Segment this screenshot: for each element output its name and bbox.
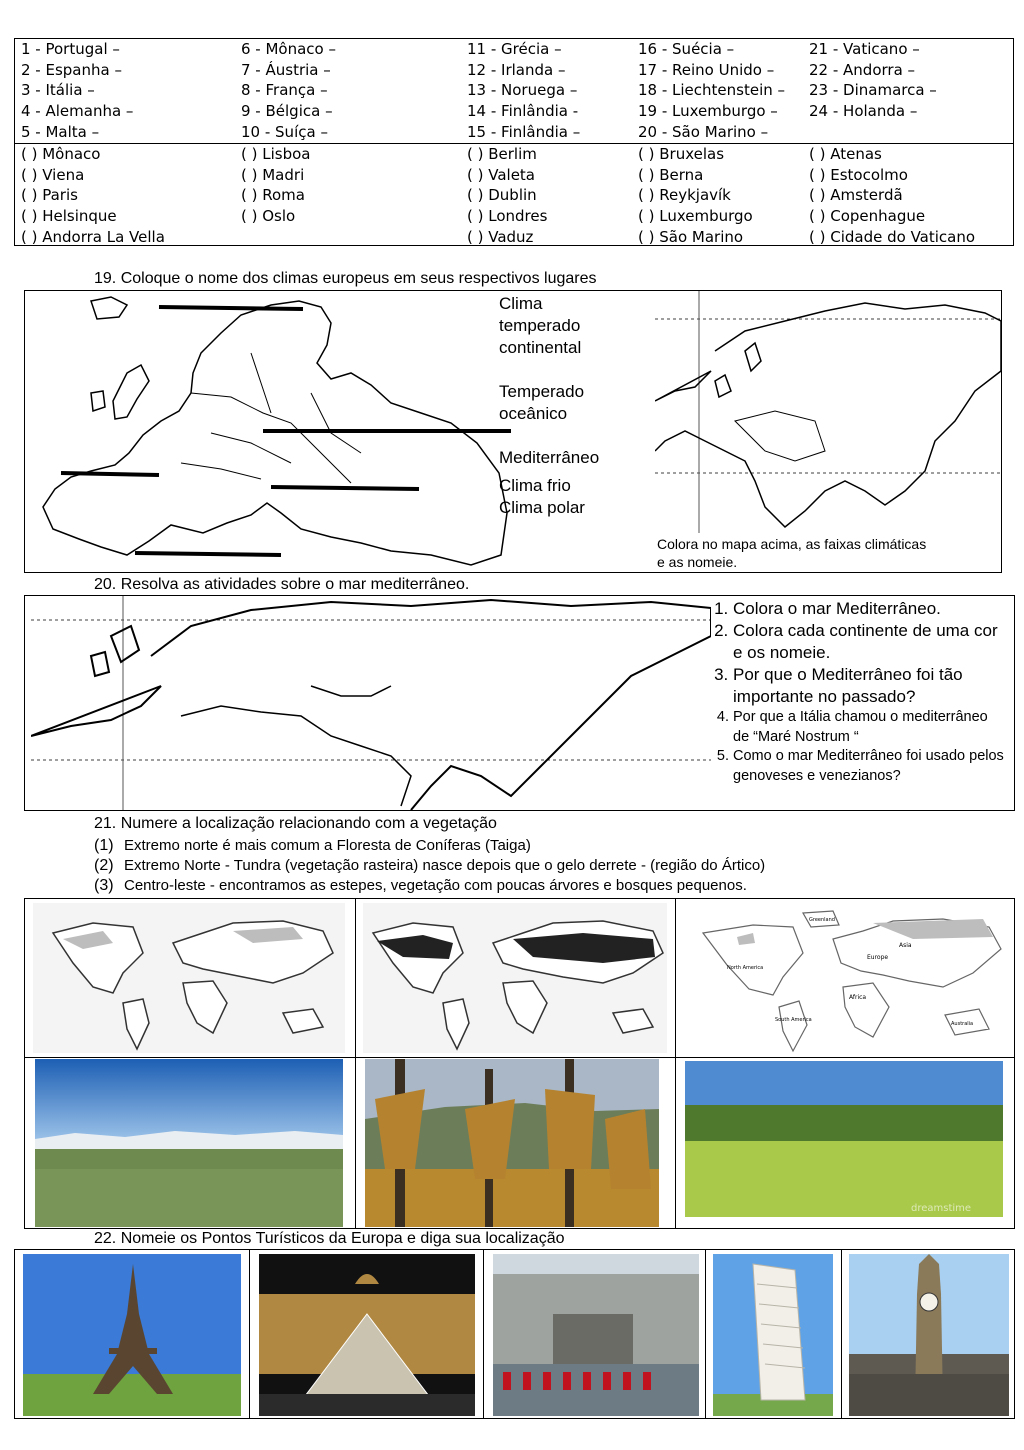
countries-column-5 <box>809 39 937 142</box>
capital-item[interactable]: ( ) Londres <box>467 207 548 226</box>
q21-title: 21. Numere a localização relacionando com a vegetação <box>94 815 497 832</box>
eiffel-tower-photo[interactable] <box>23 1254 241 1416</box>
option-number: (3) <box>94 877 114 894</box>
mediterranean-map[interactable] <box>31 596 711 810</box>
capital-item[interactable]: ( ) Paris <box>21 186 78 205</box>
q19-title: 19. Coloque o nome dos climas europeus em seus respectivos lugares <box>94 270 597 287</box>
capitals-column-4 <box>638 144 753 247</box>
capital-item[interactable]: ( ) Atenas <box>809 145 882 163</box>
capital-item[interactable]: ( ) Dublin <box>467 186 537 205</box>
capital-item[interactable]: ( ) Bruxelas <box>638 145 725 163</box>
world-map-steppe[interactable] <box>683 903 1009 1053</box>
option-number: (2) <box>94 857 114 874</box>
country-item: 1 - Portugal – <box>21 40 120 58</box>
country-item: 24 - Holanda – <box>809 102 918 121</box>
grid-divider <box>483 1250 484 1418</box>
q21-option <box>94 836 765 856</box>
countries-column-1 <box>21 39 133 142</box>
country-item: 11 - Grécia – <box>467 40 562 58</box>
q22-title: 22. Nomeie os Pontos Turísticos da Europa e diga sua localização <box>94 1230 565 1247</box>
country-item: 17 - Reino Unido – <box>638 60 775 79</box>
capital-item[interactable]: ( ) Mônaco <box>21 145 101 163</box>
country-item: 9 - Bélgica – <box>241 102 333 121</box>
capital-item[interactable]: ( ) Berlim <box>467 145 537 163</box>
big-ben-photo[interactable] <box>849 1254 1009 1416</box>
caption-line: e as nomeie. <box>657 554 738 570</box>
option-text: Extremo Norte - Tundra (vegetação rasteira) nasce depois que o gelo derrete - (região do Ártico) <box>124 857 766 874</box>
capital-item[interactable]: ( ) Madri <box>241 165 305 184</box>
capital-item[interactable]: ( ) Viena <box>21 165 85 184</box>
taiga-photo <box>365 1059 659 1227</box>
leaning-tower-pisa-photo[interactable] <box>713 1254 833 1416</box>
caption-line: Colora no mapa acima, as faixas climáticas <box>657 536 927 552</box>
country-item: 23 - Dinamarca – <box>809 81 937 100</box>
louvre-photo[interactable] <box>259 1254 475 1416</box>
grid-divider <box>249 1250 250 1418</box>
country-item: 12 - Irlanda – <box>467 60 566 79</box>
country-item: 3 - Itália – <box>21 81 95 100</box>
climate-labels <box>499 293 599 519</box>
q20-title: 20. Resolva as atividades sobre o mar mediterrâneo. <box>94 576 470 593</box>
grid-divider <box>841 1250 842 1418</box>
country-item: 20 - São Marino – <box>638 122 769 141</box>
q20-list <box>707 598 1007 786</box>
country-item: 19 - Luxemburgo – <box>638 102 778 121</box>
countries-column-4 <box>638 39 785 142</box>
country-item <box>809 122 937 143</box>
eurasia-map[interactable] <box>655 291 1001 533</box>
country-item: 10 - Suíça – <box>241 122 328 141</box>
country-item: 14 - Finlândia - <box>467 102 579 121</box>
countries-column-3 <box>467 39 580 142</box>
capitals-column-1 <box>21 144 165 247</box>
country-item: 7 - Áustria – <box>241 60 331 79</box>
capital-item[interactable]: ( ) Berna <box>638 165 704 184</box>
map-label: South America <box>775 1017 812 1023</box>
climate-label: temperado <box>499 316 581 335</box>
capital-item[interactable]: ( ) Lisboa <box>241 145 311 163</box>
q20-item: 4. Por que a Itália chamou o mediterrâneo de “Maré Nostrum “ <box>733 708 1007 747</box>
country-item: 18 - Liechtenstein – <box>638 81 786 100</box>
world-map-taiga[interactable] <box>363 903 667 1053</box>
countries-capitals-table <box>14 38 1014 246</box>
q21-grid <box>24 898 1015 1229</box>
europe-map[interactable] <box>31 293 511 571</box>
climate-label: continental <box>499 338 582 357</box>
capitals-column-5 <box>809 144 975 247</box>
climate-label: Clima <box>499 294 543 313</box>
map-label: Africa <box>849 994 867 1001</box>
capitals-column-2 <box>241 144 310 227</box>
q20-item: 3. Por que o Mediterrâneo foi tão importante no passado? <box>733 664 1007 708</box>
climate-label: Temperado <box>499 382 585 401</box>
world-map-tundra[interactable] <box>33 903 345 1053</box>
capitals-column-3 <box>467 144 547 247</box>
country-item: 2 - Espanha – <box>21 60 122 79</box>
capital-item[interactable]: ( ) Roma <box>241 186 305 205</box>
option-text: Extremo norte é mais comum a Floresta de Coníferas (Taiga) <box>124 837 531 854</box>
capital-item[interactable]: ( ) Amsterdã <box>809 186 903 205</box>
country-item: 16 - Suécia – <box>638 40 735 58</box>
capital-item[interactable]: ( ) São Marino <box>638 227 744 246</box>
climate-label: Clima polar <box>499 498 585 517</box>
capital-item[interactable]: ( ) Reykjavík <box>638 186 731 205</box>
map-label: Asia <box>899 942 912 949</box>
steppe-photo <box>685 1061 1003 1217</box>
q19-box <box>24 290 1002 573</box>
q21-option <box>94 876 765 896</box>
option-text: Centro-leste - encontramos as estepes, vegetação com poucas árvores e bosques pequenos. <box>124 877 747 894</box>
capital-item[interactable]: ( ) Helsinque <box>21 207 117 226</box>
capital-item[interactable]: ( ) Vaduz <box>467 227 534 246</box>
option-number: (1) <box>94 837 114 854</box>
grid-divider <box>25 1057 1014 1058</box>
buckingham-palace-photo[interactable] <box>493 1254 699 1416</box>
map-label: Europe <box>867 954 889 961</box>
map-label: Australia <box>951 1021 974 1027</box>
grid-divider <box>355 899 356 1228</box>
grid-divider <box>675 899 676 1228</box>
capital-item[interactable]: ( ) Estocolmo <box>809 165 908 184</box>
country-item: 21 - Vaticano – <box>809 40 920 58</box>
country-item: 15 - Finlândia – <box>467 122 581 141</box>
tundra-photo <box>35 1059 343 1227</box>
q21-option <box>94 856 765 876</box>
q22-box <box>14 1249 1015 1419</box>
map-label: North America <box>727 965 764 971</box>
capital-item[interactable]: ( ) Luxemburgo <box>638 207 753 226</box>
country-item: 22 - Andorra – <box>809 60 916 79</box>
q20-item: 5. Como o mar Mediterrâneo foi usado pelos genoveses e venezianos? <box>733 747 1007 786</box>
capital-item[interactable]: ( ) Andorra La Vella <box>21 227 165 246</box>
country-item: 13 - Noruega – <box>467 81 578 100</box>
capital-item[interactable]: ( ) Oslo <box>241 207 296 226</box>
countries-column-2 <box>241 39 336 142</box>
climate-label: oceânico <box>499 404 568 423</box>
q20-box <box>24 595 1015 811</box>
country-item: 8 - França – <box>241 81 328 100</box>
climate-label: Clima frio <box>499 476 571 495</box>
capital-item[interactable]: ( ) Valeta <box>467 165 535 184</box>
q19-caption <box>657 535 926 571</box>
watermark: dreamstime <box>911 1203 972 1214</box>
country-item: 5 - Malta – <box>21 122 100 141</box>
q21-options <box>94 836 765 896</box>
capital-item[interactable]: ( ) Copenhague <box>809 207 926 226</box>
country-item: 6 - Mônaco – <box>241 40 337 58</box>
grid-divider <box>705 1250 706 1418</box>
country-item: 4 - Alemanha – <box>21 102 134 121</box>
climate-label: Mediterrâneo <box>499 448 600 467</box>
q20-item: 2. Colora cada continente de uma cor e os nomeie. <box>733 620 1007 664</box>
capital-item[interactable]: ( ) Cidade do Vaticano <box>809 227 976 246</box>
map-label: Greenland <box>809 917 835 923</box>
q20-item: 1. Colora o mar Mediterrâneo. <box>733 598 1007 620</box>
